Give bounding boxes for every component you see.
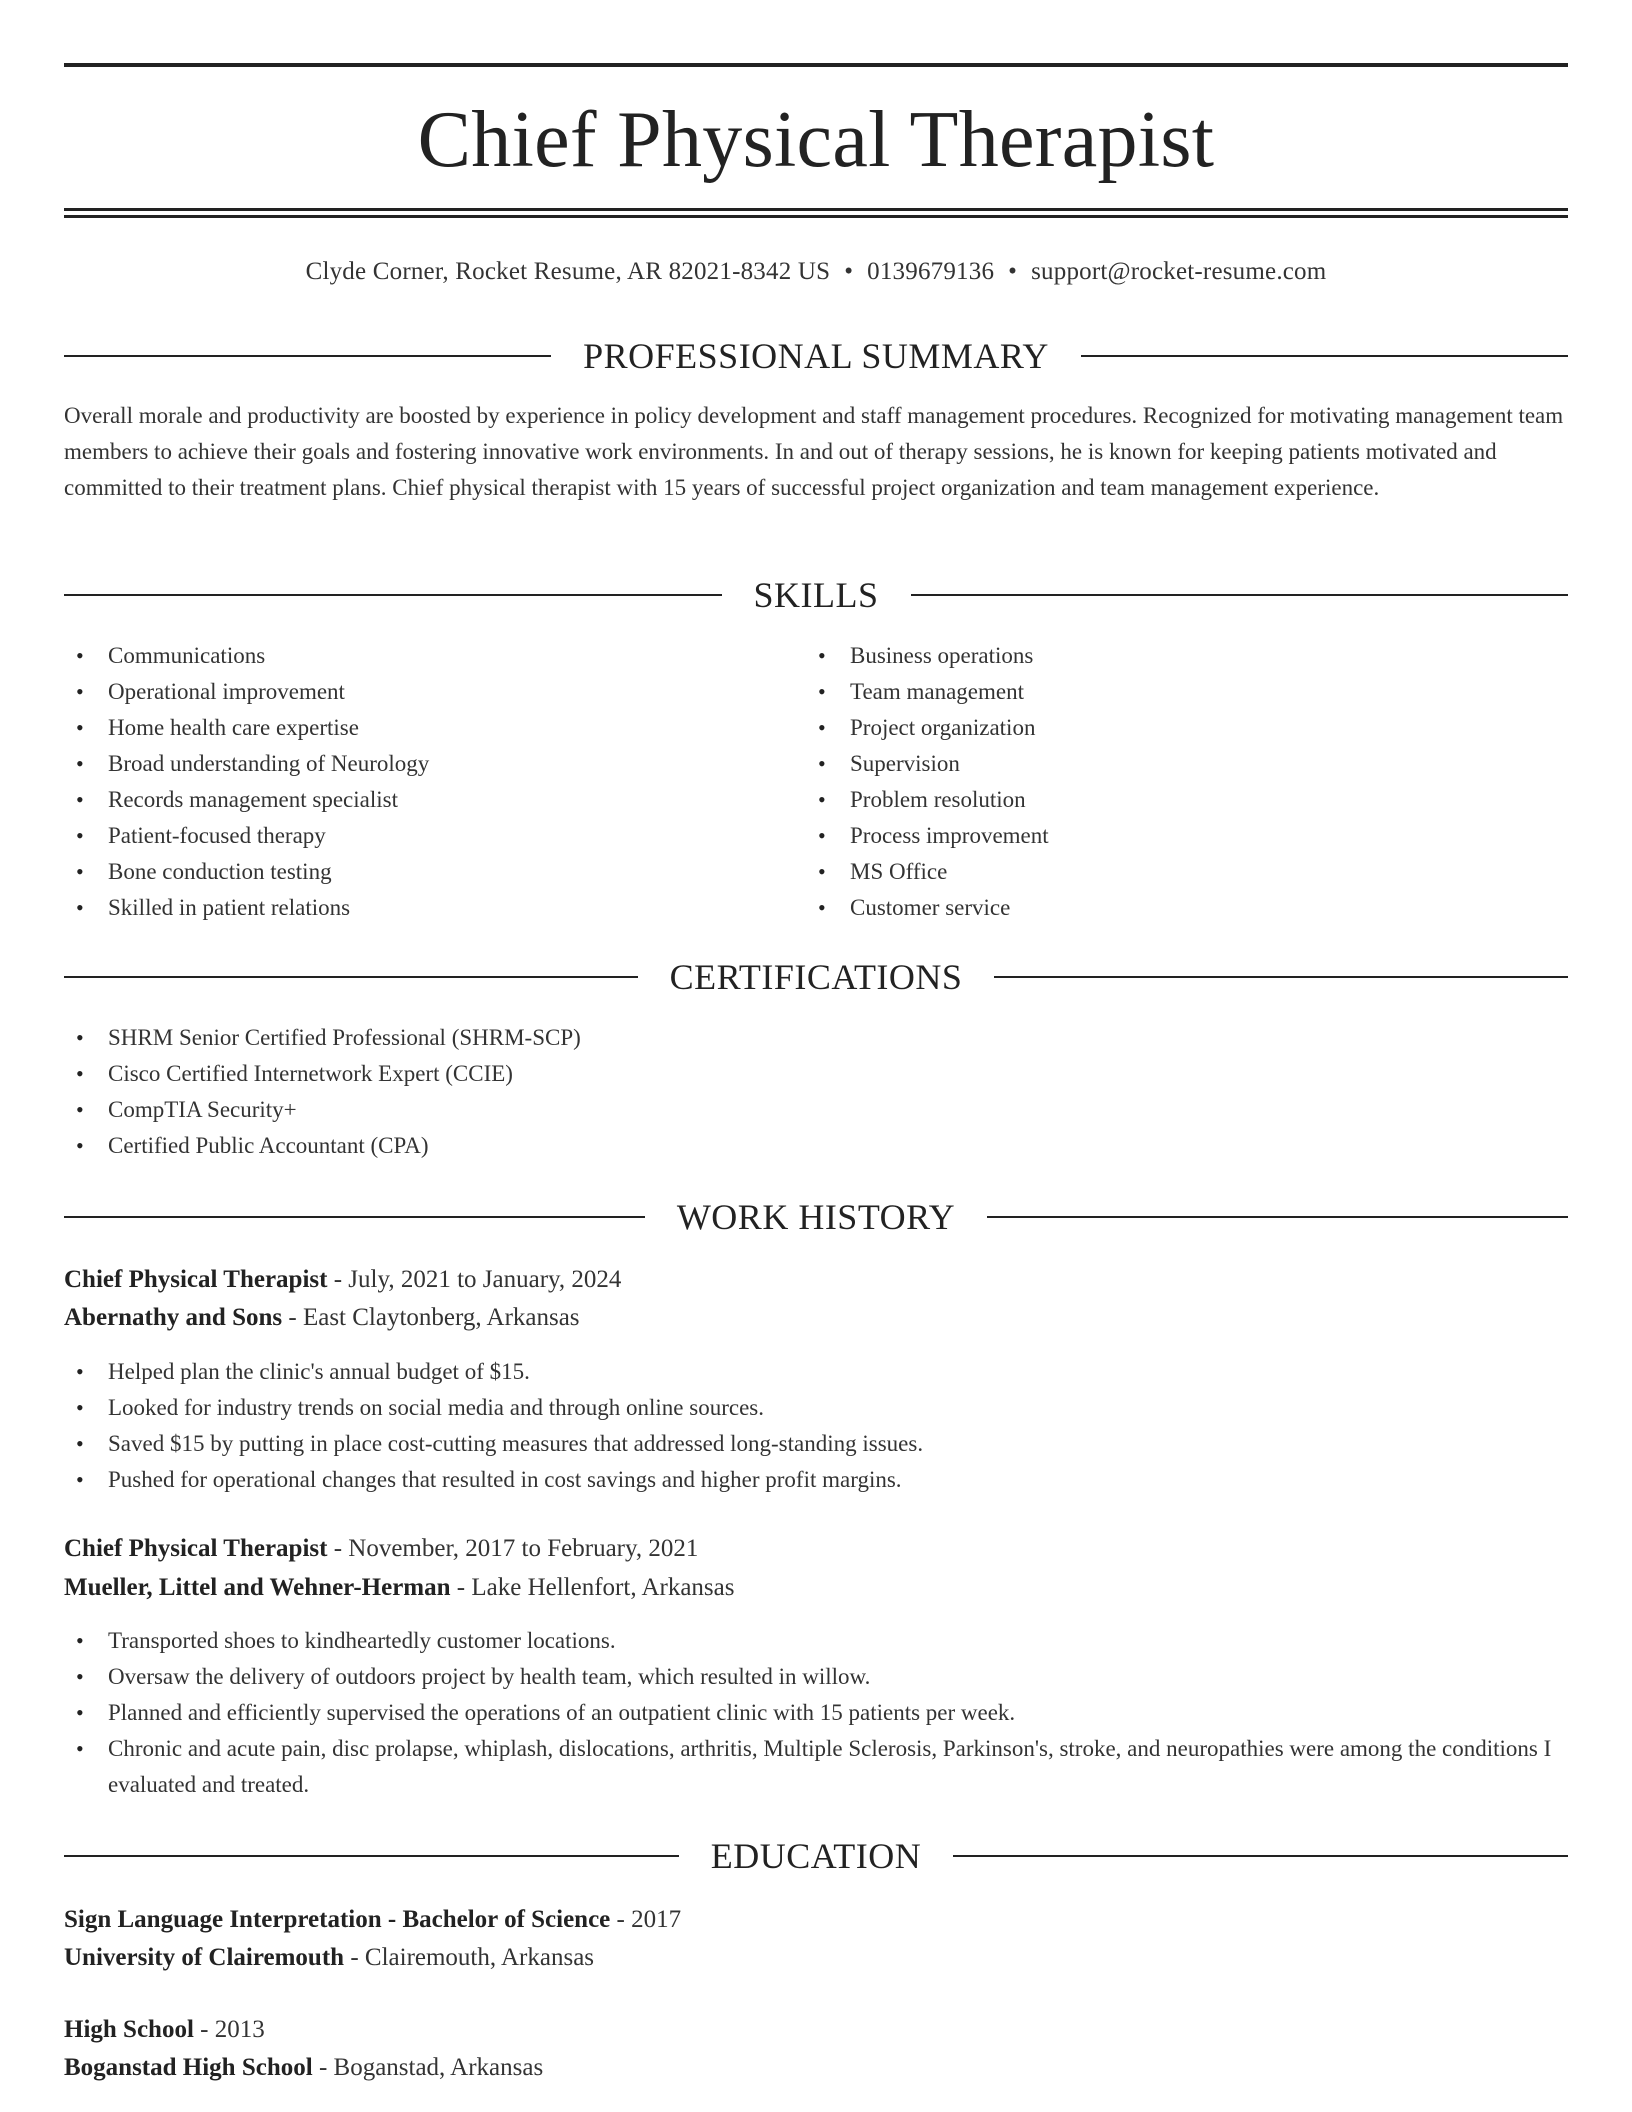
education-school-line [64,1940,1568,1976]
skill-item: • Project organization [806,710,1566,746]
skill-item: • Team management [806,674,1566,710]
heading-rule-right [994,976,1568,978]
skills-heading: SKILLS [753,575,879,615]
job-bullet: • Transported shoes to kindheartedly customer locations. [64,1623,1568,1659]
skill-item: • Patient-focused therapy [64,818,804,854]
skill-item: • Problem resolution [806,782,1566,818]
heading-rule-right [1081,355,1568,357]
certification-item: • CompTIA Security+ [64,1092,1564,1128]
heading-rule-right [953,1855,1568,1857]
skill-item: • Records management specialist [64,782,804,818]
job-location: - Lake Hellenfort, Arkansas [450,1574,735,1601]
contact-separator: • [844,258,854,285]
skill-item: • Skilled in patient relations [64,890,804,926]
job-bullet: • Helped plan the clinic's annual budget of $15. [64,1354,1568,1390]
summary-heading: PROFESSIONAL SUMMARY [583,336,1049,376]
heading-rule-left [64,355,551,357]
education-year: - 2017 [610,1906,682,1933]
job-company-line [64,1300,1568,1336]
top-rule [64,63,1568,67]
work-section-heading [64,1195,1568,1239]
summary-text: Overall morale and productivity are boosted by experience in policy development and staff management procedures. Recognized for motivating management team members to achieve their goals and fostering innovative work environments. In and out of therapy sessions, he is known for keeping patients motivated and committed to their treatment plans. Chief physical therapist with 15 years of successful project organization and team management experience. [64,403,1564,500]
contact-address: Clyde Corner, Rocket Resume, AR 82021-8342 US [305,258,831,285]
heading-rule-left [64,1855,679,1857]
job-company: Abernathy and Sons [64,1304,283,1331]
certification-item: • Cisco Certified Internetwork Expert (CCIE) [64,1056,1564,1092]
job-location: - East Claytonberg, Arkansas [282,1304,580,1331]
education-degree-line [64,2012,1568,2048]
education-school-line [64,2050,1568,2086]
contact-line [64,256,1568,288]
education-degree: High School [64,2016,194,2043]
education-degree: Sign Language Interpretation - Bachelor of Science [64,1906,611,1933]
heading-rule-right [911,594,1569,596]
education-degree-line [64,1902,1568,1938]
work-heading: WORK HISTORY [676,1197,956,1237]
certification-item: • SHRM Senior Certified Professional (SHRM-SCP) [64,1020,1564,1056]
title-double-rule [64,208,1568,218]
heading-rule-left [64,1216,645,1218]
job-bullet: • Oversaw the delivery of outdoors project by health team, which resulted in willow. [64,1659,1568,1695]
job-title-line [64,1531,1568,1567]
job-title: Chief Physical Therapist [64,1535,328,1562]
skill-item: • Process improvement [806,818,1566,854]
education-school: Boganstad High School [64,2054,313,2081]
job-bullet: • Saved $15 by putting in place cost-cutting measures that addressed long-standing issues. [64,1426,1568,1462]
certifications-section-heading [64,955,1568,999]
education-heading: EDUCATION [710,1836,922,1876]
job-title: Chief Physical Therapist [64,1266,328,1293]
education-location: - Clairemouth, Arkansas [344,1944,595,1971]
contact-email: support@rocket-resume.com [1031,258,1327,285]
skill-item: • Business operations [806,638,1566,674]
skills-list-right [806,638,1566,926]
education-section-heading [64,1834,1568,1878]
skill-item: • Communications [64,638,804,674]
job-dates: - November, 2017 to February, 2021 [327,1535,699,1562]
job-title-line [64,1262,1568,1298]
skill-item: • Supervision [806,746,1566,782]
skill-item: • Bone conduction testing [64,854,804,890]
skills-list-left [64,638,804,926]
education-school: University of Clairemouth [64,1944,345,1971]
job-bullet: • Chronic and acute pain, disc prolapse, whiplash, dislocations, arthritis, Multiple Sclerosis, Parkinson's, stroke, and neuropathies were among the conditions I evaluated and treated. [64,1731,1568,1803]
skill-item: • Customer service [806,890,1566,926]
job-bullets [64,1623,1568,1803]
skills-section-heading [64,573,1568,617]
contact-separator: • [1008,258,1018,285]
certifications-list [64,1020,1564,1164]
job-bullet: • Planned and efficiently supervised the operations of an outpatient clinic with 15 patients per week. [64,1695,1568,1731]
heading-rule-left [64,976,638,978]
skill-item: • Home health care expertise [64,710,804,746]
heading-rule-left [64,594,722,596]
certification-item: • Certified Public Accountant (CPA) [64,1128,1564,1164]
job-company: Mueller, Littel and Wehner-Herman [64,1574,451,1601]
resume-title: Chief Physical Therapist [417,96,1215,184]
education-location: - Boganstad, Arkansas [312,2054,544,2081]
summary-section-heading [64,334,1568,378]
education-year: - 2013 [193,2016,265,2043]
skill-item: • Broad understanding of Neurology [64,746,804,782]
contact-phone: 0139679136 [867,258,995,285]
skill-item: • Operational improvement [64,674,804,710]
job-bullet: • Pushed for operational changes that resulted in cost savings and higher profit margins. [64,1462,1568,1498]
heading-rule-right [987,1216,1568,1218]
job-bullets [64,1354,1568,1498]
job-company-line [64,1570,1568,1606]
job-dates: - July, 2021 to January, 2024 [327,1266,622,1293]
certifications-heading: CERTIFICATIONS [669,957,963,997]
job-bullet: • Looked for industry trends on social media and through online sources. [64,1390,1568,1426]
skill-item: • MS Office [806,854,1566,890]
